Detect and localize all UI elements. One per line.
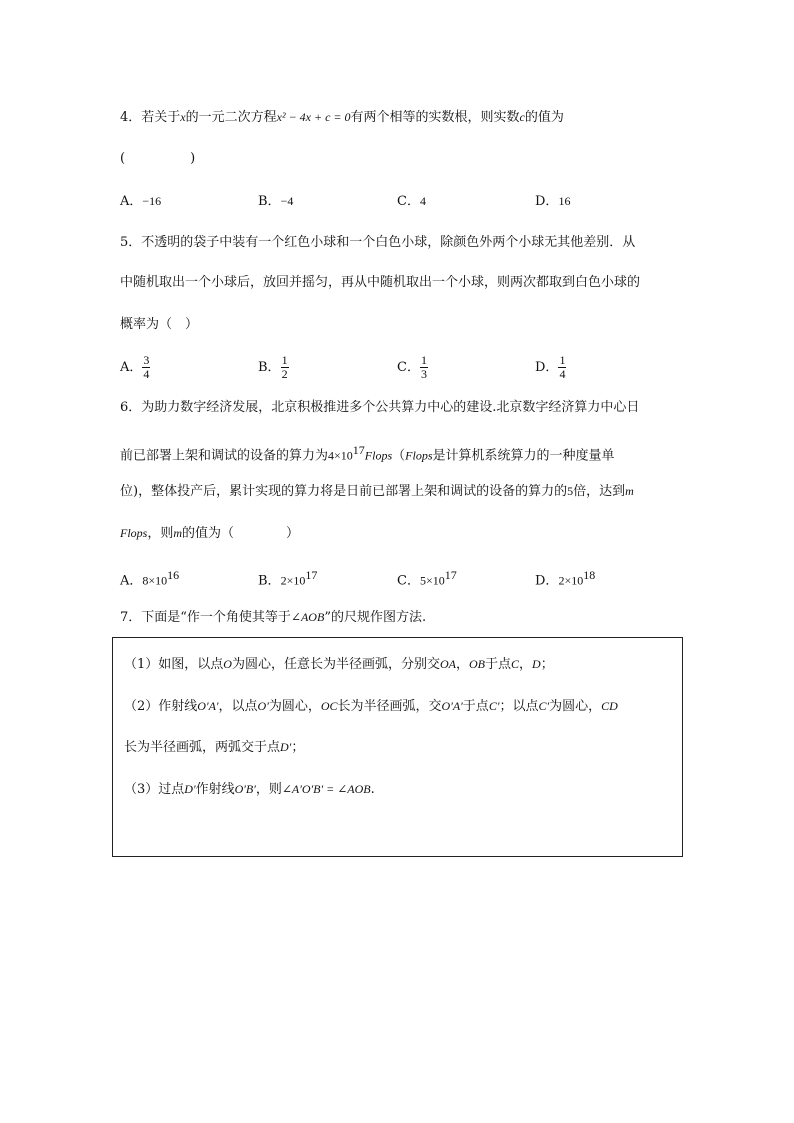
q6-option-c: C．$5\times 10^{17}$ [397, 568, 457, 589]
q5-line2: 中随机取出一个小球后，放回并摇匀，再从中随机取出一个小球，则两次都取到白色小球的 [120, 275, 641, 290]
q6-line1: 6．为助力数字经济发展，北京积极推进多个公共算力中心的建设.北京数字经济算力中心日 [120, 400, 640, 415]
var-x: x [180, 110, 186, 124]
step-1: （1）如图，以点O为圆心，任意长为半径画弧，分别交OA，OB于点C，D； [124, 657, 554, 672]
q4-option-b: B．−4 [258, 194, 294, 209]
q4-option-c: C．4 [397, 194, 426, 209]
q5-line3: 概率为（ ） [120, 317, 199, 332]
q6-option-b: B．$2\times 10^{17}$ [258, 568, 318, 589]
q5-option-d: D． $\frac{1}{4}$ [535, 353, 566, 381]
equation: x² − 4x + c = 0 [276, 110, 351, 124]
q7-stem: 7．下面是“作一个角使其等于∠AOB”的尺规作图方法. [120, 610, 427, 625]
step-3: （3）过点D′作射线O′B′，则∠A′O′B′ = ∠AOB. [124, 782, 375, 797]
q4-stem: 4．若关于x的一元二次方程x² − 4x + c = 0有两个相等的实数根，则实数c的值为 [120, 110, 564, 125]
q6-option-a: A．$8\times 10^{16}$ [120, 568, 180, 589]
q5-option-b: B． $\frac{1}{2}$ [258, 353, 288, 381]
q5-option-a: A． $\frac{3}{4}$ [120, 353, 150, 381]
step-2-cont: 长为半径画弧，两弧交于点D′； [124, 740, 305, 755]
q6-line3: 位)，整体投产后，累计实现的算力将是日前已部署上架和调试的设备的算力的5倍，达到m [120, 484, 634, 499]
q4-option-d: D．16 [535, 194, 571, 209]
q6-option-d: D．$2\times 10^{18}$ [535, 568, 596, 589]
q4-option-a: A．−16 [120, 194, 162, 209]
var-c: c [519, 110, 525, 124]
q6-line4: Flops，则m的值为（ ） [120, 526, 300, 541]
q5-option-c: C． $\frac{1}{3}$ [397, 353, 427, 381]
q4-paren: ( ) [120, 151, 196, 166]
q5-line1: 5．不透明的袋子中装有一个红色小球和一个白色小球，除颜色外两个小球无其他差别．从 [120, 235, 636, 250]
step-2: （2）作射线O′A′，以点O′为圆心，OC长为半径画弧，交O′A′于点C′；以点C′为圆心，CD [124, 699, 618, 714]
q6-line2: 前已部署上架和调试的设备的算力为$4\times 10^{17}Flops(Flops$是计算机系统算力的一种度量单 [120, 443, 615, 464]
